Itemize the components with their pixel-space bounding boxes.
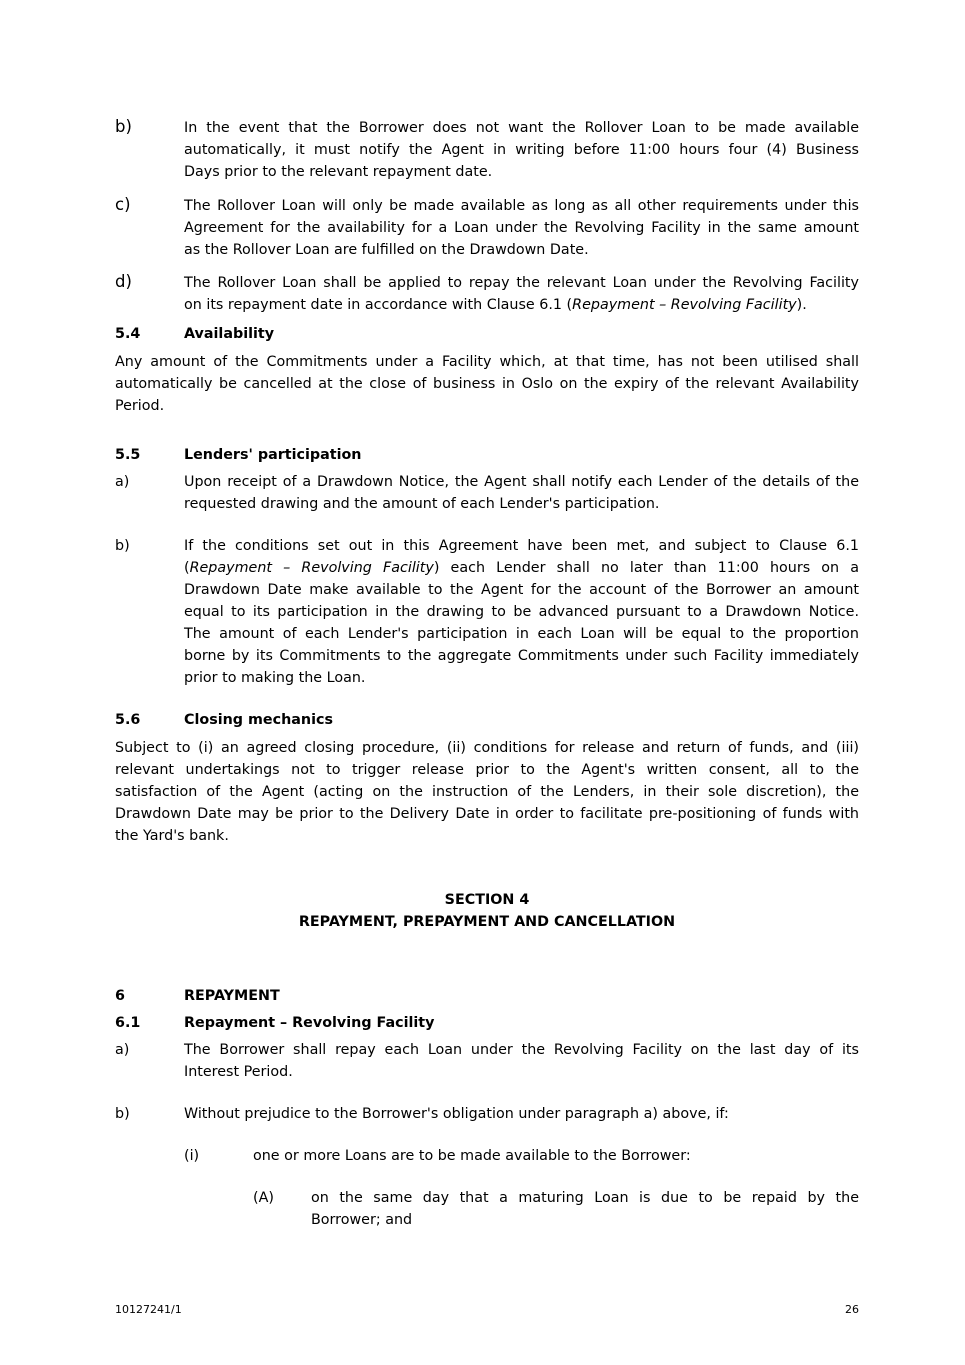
text-line [184, 557, 859, 579]
section-subheading: REPAYMENT, PREPAYMENT AND CANCELLATION [298, 914, 676, 930]
paragraph-repayment-b: Without prejudice to the Borrower's obligation under paragraph a) above, if: [184, 1106, 729, 1122]
para-label: a) [115, 474, 130, 490]
text-line: requested drawing and the amount of each Lender's participation. [184, 496, 660, 512]
text-line: Upon receipt of a Drawdown Notice, the Agent shall notify each Lender of the details of the [184, 474, 859, 490]
para-label: a) [115, 1042, 130, 1058]
section-title: Closing mechanics [184, 712, 333, 728]
text-line: automatically, it must notify the Agent in writing before 11:00 hours four (4) Business [184, 142, 859, 158]
text-line: The Rollover Loan will only be made available as long as all other requirements under this [184, 198, 859, 214]
page-number: 26 [845, 1303, 859, 1316]
text-line: the Yard's bank. [115, 828, 229, 844]
text-span: on its repayment date in accordance with Clause 6.1 ( [184, 297, 573, 313]
text-line: The Rollover Loan shall be applied to repay the relevant Loan under the Revolving Facility [184, 275, 859, 291]
clause-title: REPAYMENT [184, 988, 280, 1004]
paragraph-rollover-c [184, 195, 859, 261]
paragraph-participation-a [184, 471, 859, 515]
text-line: Days prior to the relevant repayment date. [184, 164, 493, 180]
text-line: Any amount of the Commitments under a Facility which, at that time, has not been utilised shall [115, 354, 859, 370]
text-line: relevant undertakings not to trigger release prior to the Agent's written consent, all to the [115, 762, 859, 778]
text-line: Agreement for the availability for a Loan under the Revolving Facility in the same amount [184, 220, 859, 236]
clause-reference: Repayment – Revolving Facility [572, 297, 797, 313]
paragraph-participation-b [184, 535, 859, 689]
section-number: 6.1 [115, 1015, 141, 1031]
text-line: Subject to (i) an agreed closing procedure, (ii) conditions for release and return of funds, and (iii) [115, 740, 859, 756]
para-label: b) [115, 1106, 130, 1122]
text-line: The Borrower shall repay each Loan under the Revolving Facility on the last day of its [184, 1042, 859, 1058]
text-line: If the conditions set out in this Agreement have been met, and subject to Clause 6.1 [184, 538, 859, 554]
paragraph-repayment-a [184, 1039, 859, 1083]
clause-reference: Repayment – Revolving Facility [189, 560, 434, 576]
text-line: In the event that the Borrower does not want the Rollover Loan to be made available [184, 120, 859, 136]
paragraph-repayment-b-i-A [311, 1187, 859, 1231]
para-label: d) [115, 272, 132, 291]
text-line: Borrower; and [311, 1212, 413, 1228]
para-label: c) [115, 195, 131, 214]
section-title: Lenders' participation [184, 447, 362, 463]
section-heading: SECTION 4 [444, 892, 530, 908]
clause-number: 6 [115, 988, 125, 1004]
paragraph-closing-mechanics [115, 737, 859, 847]
text-line: borne by its Commitments to the aggregate Commitments under such Facility immediately [184, 648, 859, 664]
text-line: satisfaction of the Agent (acting on the instruction of the Lenders, in their sole discretion), the [115, 784, 859, 800]
paragraph-repayment-b-i: one or more Loans are to be made available to the Borrower: [253, 1148, 691, 1164]
text-span: ). [796, 297, 807, 313]
text-line: on the same day that a maturing Loan is due to be repaid by the [311, 1190, 859, 1206]
paragraph-rollover-d [184, 272, 859, 316]
text-line: Drawdown Date make available to the Agent for the account of the Borrower an amount [184, 582, 859, 598]
text-line: Drawdown Date may be prior to the Delivery Date in order to facilitate pre-positioning of funds with [115, 806, 859, 822]
text-line: as the Rollover Loan are fulfilled on the Drawdown Date. [184, 242, 589, 258]
text-span: ( [184, 560, 190, 576]
text-line: The amount of each Lender's participation in each Loan will be equal to the proportion [184, 626, 859, 642]
section-title: Availability [184, 326, 275, 342]
section-title: Repayment – Revolving Facility [184, 1015, 435, 1031]
document-reference: 10127241/1 [115, 1303, 182, 1316]
text-line: equal to its participation in the drawing to be advanced pursuant to a Drawdown Notice. [184, 604, 859, 620]
text-line: prior to making the Loan. [184, 670, 366, 686]
para-label: (i) [184, 1148, 200, 1164]
para-label: (A) [253, 1190, 274, 1206]
section-number: 5.4 [115, 326, 141, 342]
text-line: Interest Period. [184, 1064, 293, 1080]
para-label: b) [115, 117, 132, 136]
paragraph-rollover-b [184, 117, 859, 183]
para-label: b) [115, 538, 130, 554]
section-number: 5.6 [115, 712, 141, 728]
section-number: 5.5 [115, 447, 141, 463]
text-line [184, 294, 859, 316]
text-span: ) each Lender shall no later than 11:00 hours on a [433, 560, 859, 576]
text-line: automatically be cancelled at the close of business in Oslo on the expiry of the relevant Availability [115, 376, 859, 392]
paragraph-availability [115, 351, 859, 417]
text-line: Period. [115, 398, 165, 414]
